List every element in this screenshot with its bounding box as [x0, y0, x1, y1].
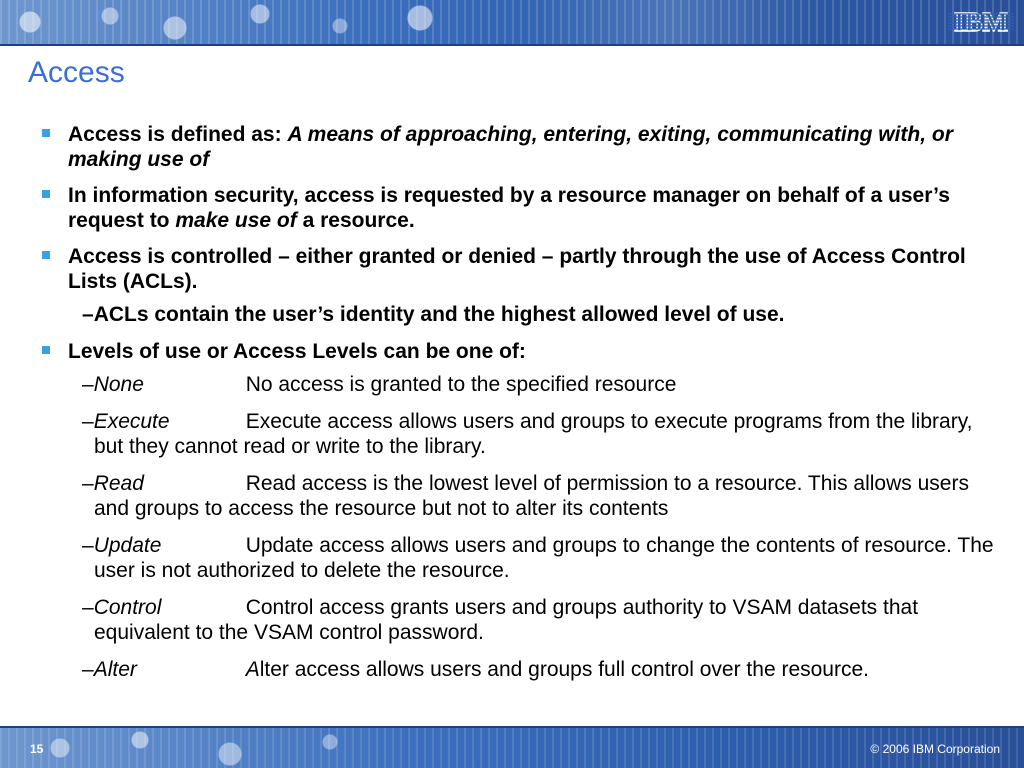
sub-item-acl	[40, 302, 1000, 327]
level-term: Alter	[93, 658, 137, 681]
square-bullet-icon	[42, 251, 50, 259]
level-read	[40, 471, 1000, 521]
bullet-lead: Access is defined as:	[68, 123, 288, 146]
level-desc: Execute access allows users and groups to execute programs from the library, but they cannot read or write to the library.	[94, 410, 973, 458]
header-highlight	[520, 0, 820, 44]
bullet-text: Access is controlled – either granted or denied – partly through the use of Access Control Lists (ACLs).	[68, 245, 966, 293]
level-alter	[40, 657, 1000, 682]
slide-content	[40, 122, 1000, 694]
dash: –	[82, 410, 94, 433]
dash: –	[82, 658, 94, 681]
level-desc: No access is granted to the specified resource	[245, 373, 677, 396]
dash: –	[82, 596, 94, 619]
dash: –	[82, 472, 94, 495]
bullet-definition	[40, 122, 1000, 172]
level-update	[40, 533, 1000, 583]
footer-band	[0, 726, 1024, 768]
bullet-levels	[40, 339, 1000, 364]
bullet-italic: make use of	[175, 209, 297, 232]
header-band	[0, 0, 1024, 46]
bullet-info-security	[40, 183, 1000, 233]
level-desc: Update access allows users and groups to change the contents of resource. The user is not authorized to delete the resource.	[94, 534, 994, 582]
bullet-italic: A means of approaching, entering, exiting, communicating with, or making use of	[68, 123, 953, 171]
square-bullet-icon	[42, 190, 50, 198]
level-none	[40, 372, 1000, 397]
bullet-access-controlled	[40, 244, 1000, 294]
bullet-text: In information security, access is requested by a resource manager on behalf of a user’s request to	[68, 184, 950, 232]
dash: –	[82, 373, 94, 396]
level-term: Execute	[93, 410, 170, 433]
ibm-logo-text: IBM	[954, 7, 1008, 37]
level-term: Read	[93, 472, 144, 495]
slide-title: Access	[28, 56, 125, 89]
copyright-notice: © 2006 IBM Corporation	[870, 742, 1000, 756]
level-desc: Control access grants users and groups authority to VSAM datasets that equivalent to the VSAM control password.	[94, 596, 919, 644]
page-number: 15	[30, 742, 44, 756]
level-term: Update	[93, 534, 162, 557]
dash: –	[82, 534, 94, 557]
bullet-text: a resource.	[296, 209, 415, 232]
ibm-logo	[948, 6, 1014, 38]
level-desc: lter access allows users and groups full control over the resource.	[259, 658, 869, 681]
level-desc: Read access is the lowest level of permission to a resource. This allows users and groups to access the resource but not to alter its contents	[94, 472, 969, 520]
level-execute	[40, 409, 1000, 459]
sub-item-text: ACLs contain the user’s identity and the highest allowed level of use.	[93, 303, 785, 326]
level-control	[40, 595, 1000, 645]
level-term: Control	[93, 596, 162, 619]
bullet-text: Levels of use or Access Levels can be one of:	[68, 340, 526, 363]
square-bullet-icon	[42, 129, 50, 137]
square-bullet-icon	[42, 346, 50, 354]
level-term: None	[93, 373, 144, 396]
level-desc-italic-lead: A	[245, 658, 260, 681]
dash: –	[82, 303, 94, 326]
